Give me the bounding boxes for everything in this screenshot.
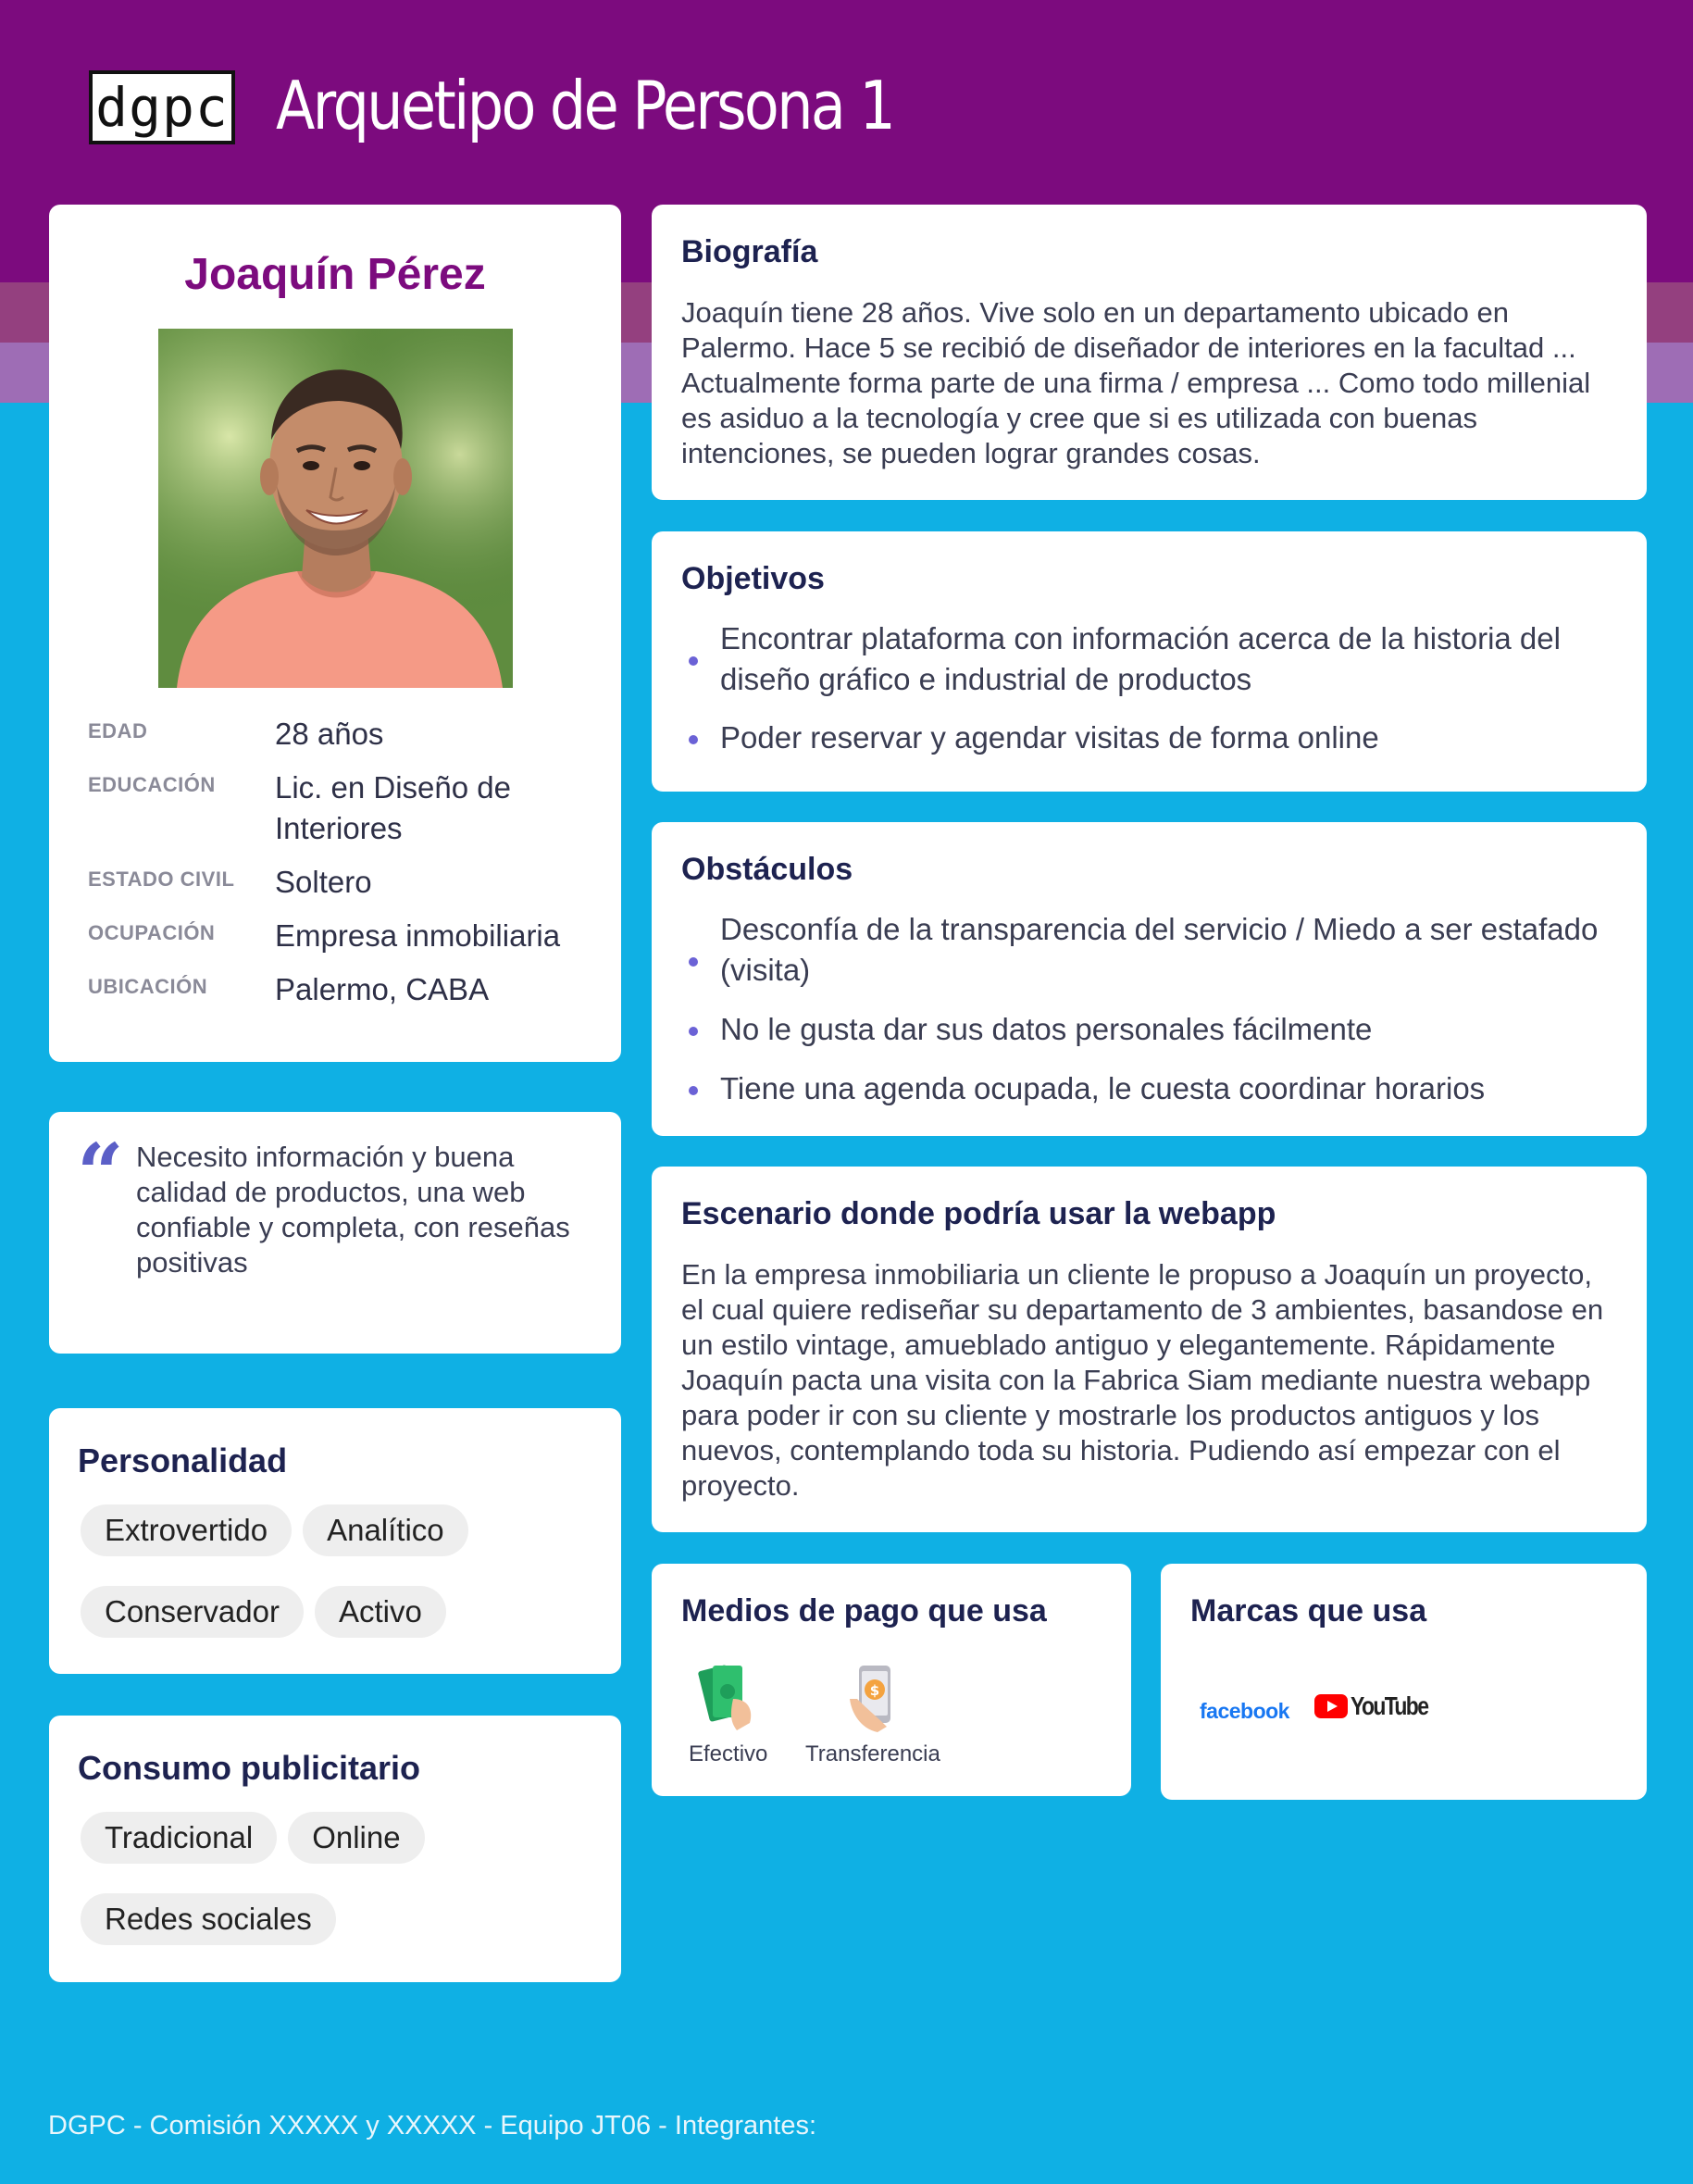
ad-consumption-tags bbox=[81, 1812, 599, 1945]
ad-consumption-title: Consumo publicitario bbox=[78, 1749, 421, 1787]
youtube-logo bbox=[1314, 1691, 1445, 1721]
quote-mark-icon: “ bbox=[77, 1125, 124, 1221]
list-item-text: Tiene una agenda ocupada, le cuesta coordinar horarios bbox=[720, 1071, 1486, 1105]
personality-tag: Extrovertido bbox=[81, 1504, 292, 1556]
payment-method-label: Transferencia bbox=[805, 1741, 940, 1766]
logo-text: dgpc bbox=[95, 76, 229, 139]
profile-card bbox=[49, 205, 621, 1062]
attribute-value: Palermo, CABA bbox=[275, 972, 490, 1006]
youtube-wordmark: YouTube bbox=[1351, 1691, 1428, 1720]
personality-tag: Analítico bbox=[303, 1504, 468, 1556]
attribute-label: EDAD bbox=[88, 719, 148, 743]
bullet-icon bbox=[689, 957, 698, 967]
quote-text: Necesito información y buena calidad de productos, una web confiable y completa, con reseñas positivas bbox=[136, 1141, 570, 1279]
attribute-value: 28 años bbox=[275, 717, 384, 751]
bullet-icon bbox=[689, 1027, 698, 1036]
bullet-icon bbox=[689, 656, 698, 666]
scenario-card bbox=[652, 1167, 1647, 1532]
ad-consumption-tag: Tradicional bbox=[81, 1812, 277, 1864]
list-item bbox=[681, 1068, 1616, 1109]
attribute-value: Empresa inmobiliaria bbox=[275, 918, 561, 953]
personality-tags bbox=[81, 1504, 599, 1638]
scenario-title: Escenario donde podría usar la webapp bbox=[681, 1196, 1276, 1231]
attribute-value: Soltero bbox=[275, 865, 372, 899]
bullet-icon bbox=[689, 735, 698, 744]
svg-text:$: $ bbox=[869, 1682, 880, 1699]
persona-name: Joaquín Pérez bbox=[184, 250, 486, 299]
list-item-text: No le gusta dar sus datos personales fácilmente bbox=[720, 1012, 1373, 1046]
biography-card bbox=[652, 205, 1647, 500]
list-item-text: Encontrar plataforma con información acerca de la historia del diseño gráfico e industrial de productos bbox=[720, 621, 1561, 696]
attribute-row-education bbox=[88, 768, 606, 849]
list-item bbox=[681, 909, 1616, 991]
list-item bbox=[681, 618, 1616, 700]
quote-card bbox=[49, 1112, 621, 1354]
attribute-row-location bbox=[88, 969, 606, 1010]
persona-photo bbox=[158, 329, 513, 688]
facebook-logo: facebook bbox=[1200, 1699, 1289, 1723]
footer-text: DGPC - Comisión XXXXX y XXXXX - Equipo JT06 - Integrantes: bbox=[48, 2111, 817, 2140]
list-item-text: Poder reservar y agendar visitas de forma online bbox=[720, 720, 1379, 755]
brands-card bbox=[1161, 1564, 1647, 1800]
payment-method-cash bbox=[689, 1662, 767, 1767]
payment-method-label: Efectivo bbox=[689, 1741, 768, 1766]
objectives-title: Objetivos bbox=[681, 561, 825, 596]
obstacles-list bbox=[681, 909, 1616, 1128]
payment-methods-card bbox=[652, 1564, 1131, 1796]
objectives-list bbox=[681, 618, 1616, 776]
phone-transfer-icon bbox=[840, 1662, 905, 1736]
personality-tag: Activo bbox=[315, 1586, 446, 1638]
attribute-label: UBICACIÓN bbox=[88, 975, 208, 998]
dgpc-logo bbox=[89, 70, 235, 144]
obstacles-title: Obstáculos bbox=[681, 852, 853, 887]
youtube-play-icon bbox=[1314, 1694, 1348, 1718]
payment-method-transfer bbox=[805, 1662, 940, 1767]
ad-consumption-card bbox=[49, 1716, 621, 1982]
biography-title: Biografía bbox=[681, 234, 818, 269]
page-title: Arquetipo de Persona 1 bbox=[276, 67, 894, 144]
ad-consumption-tag: Online bbox=[288, 1812, 424, 1864]
scenario-text: En la empresa inmobiliaria un cliente le propuso a Joaquín un proyecto, el cual quiere rediseñar su departamento de 3 ambientes, basandose en un estilo vintage, amueblado antiguo y elegantemente. Rápidamente Joaquín pacta una visita con la Fabrica Siam mediante nuestra webapp para poder ir con su cliente y mostrarle los productos antiguos y los nuevos, contemplando toda su historia. Pudiendo así empezar con el proyecto. bbox=[681, 1258, 1604, 1502]
attribute-value: Lic. en Diseño de Interiores bbox=[275, 770, 511, 845]
attribute-label: ESTADO CIVIL bbox=[88, 867, 235, 891]
brands-title: Marcas que usa bbox=[1190, 1593, 1427, 1629]
attribute-label: EDUCACIÓN bbox=[88, 773, 216, 796]
attribute-label: OCUPACIÓN bbox=[88, 921, 216, 944]
objectives-card bbox=[652, 531, 1647, 792]
personality-tag: Conservador bbox=[81, 1586, 304, 1638]
list-item-text: Desconfía de la transparencia del servicio / Miedo a ser estafado (visita) bbox=[720, 912, 1599, 987]
list-item bbox=[681, 1009, 1616, 1050]
personality-card bbox=[49, 1408, 621, 1674]
personality-title: Personalidad bbox=[78, 1441, 288, 1479]
ad-consumption-tag: Redes sociales bbox=[81, 1893, 336, 1945]
attribute-row-marital-status bbox=[88, 862, 606, 903]
attribute-row-age bbox=[88, 714, 606, 755]
persona-attributes bbox=[88, 714, 606, 1023]
payment-methods-title: Medios de pago que usa bbox=[681, 1593, 1047, 1629]
attribute-row-occupation bbox=[88, 916, 606, 956]
biography-text: Joaquín tiene 28 años. Vive solo en un departamento ubicado en Palermo. Hace 5 se recibió de diseñador de interiores en la facultad ... Actualmente forma parte de una firma / empresa ... Como todo millenial es asiduo a la tecnología y cree que si es utilizada con buenas intenciones, se pueden lograr grandes cosas. bbox=[681, 296, 1591, 469]
cash-icon bbox=[696, 1662, 761, 1736]
list-item bbox=[681, 718, 1616, 758]
obstacles-card bbox=[652, 822, 1647, 1136]
bullet-icon bbox=[689, 1086, 698, 1095]
